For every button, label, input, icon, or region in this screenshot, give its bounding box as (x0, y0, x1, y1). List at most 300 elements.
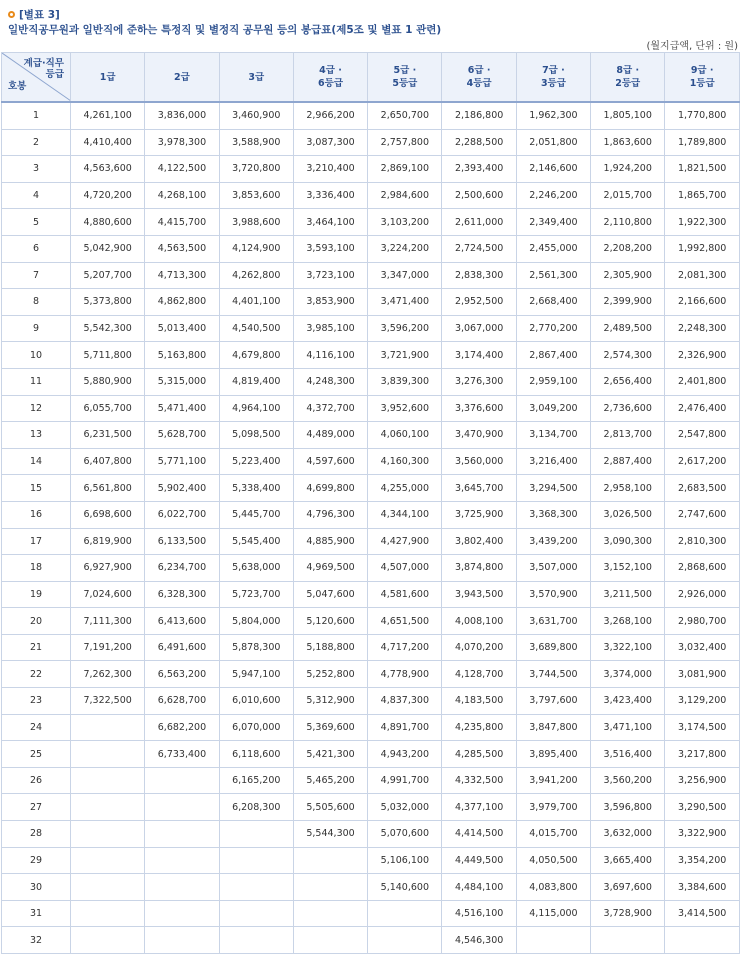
salary-cell: 1,789,800 (665, 129, 740, 156)
salary-cell: 5,140,600 (368, 874, 442, 901)
table-row (2, 661, 740, 688)
salary-cell: 4,880,600 (71, 209, 145, 236)
salary-cell (71, 767, 145, 794)
table-row (2, 475, 740, 502)
salary-cell: 3,087,300 (293, 129, 367, 156)
salary-cell: 2,770,200 (516, 315, 590, 342)
table-row (2, 714, 740, 741)
salary-cell: 5,544,300 (293, 821, 367, 848)
salary-cell: 2,208,200 (591, 235, 665, 262)
circle-bullet-icon (8, 11, 15, 18)
salary-cell: 5,032,000 (368, 794, 442, 821)
salary-cell: 4,415,700 (145, 209, 219, 236)
hobong-cell: 29 (2, 847, 71, 874)
salary-cell: 5,315,000 (145, 368, 219, 395)
salary-cell: 4,885,900 (293, 528, 367, 555)
salary-cell: 4,414,500 (442, 821, 516, 848)
salary-cell: 3,943,500 (442, 581, 516, 608)
table-row (2, 581, 740, 608)
salary-cell: 4,720,200 (71, 182, 145, 209)
salary-cell: 3,354,200 (665, 847, 740, 874)
salary-cell: 3,217,800 (665, 741, 740, 768)
hobong-cell: 17 (2, 528, 71, 555)
salary-cell: 1,962,300 (516, 102, 590, 129)
hobong-cell: 4 (2, 182, 71, 209)
table-row (2, 368, 740, 395)
salary-cell: 4,372,700 (293, 395, 367, 422)
table-row (2, 342, 740, 369)
hobong-cell: 12 (2, 395, 71, 422)
salary-cell: 5,545,400 (219, 528, 293, 555)
salary-cell: 2,810,300 (665, 528, 740, 555)
salary-cell: 2,887,400 (591, 448, 665, 475)
salary-cell: 4,160,300 (368, 448, 442, 475)
salary-cell: 7,262,300 (71, 661, 145, 688)
salary-cell: 7,111,300 (71, 608, 145, 635)
salary-cell: 3,744,500 (516, 661, 590, 688)
salary-cell: 2,248,300 (665, 315, 740, 342)
salary-cell: 2,489,500 (591, 315, 665, 342)
table-row (2, 156, 740, 183)
salary-cell: 4,285,500 (442, 741, 516, 768)
salary-cell (71, 847, 145, 874)
salary-cell: 4,862,800 (145, 289, 219, 316)
salary-cell: 3,689,800 (516, 634, 590, 661)
salary-cell: 3,728,900 (591, 900, 665, 927)
salary-cell: 2,547,800 (665, 422, 740, 449)
salary-cell: 4,943,200 (368, 741, 442, 768)
salary-cell: 3,322,900 (665, 821, 740, 848)
salary-cell (591, 927, 665, 954)
column-header-3: 3급 (219, 53, 293, 103)
salary-cell (145, 927, 219, 954)
salary-cell: 3,336,400 (293, 182, 367, 209)
salary-cell (368, 900, 442, 927)
salary-cell: 4,008,100 (442, 608, 516, 635)
column-header-4: 4급 · 6등급 (293, 53, 367, 103)
salary-cell: 4,717,200 (368, 634, 442, 661)
salary-cell: 5,042,900 (71, 235, 145, 262)
salary-cell: 5,445,700 (219, 501, 293, 528)
salary-cell: 1,821,500 (665, 156, 740, 183)
hobong-cell: 6 (2, 235, 71, 262)
salary-cell: 5,465,200 (293, 767, 367, 794)
table-row (2, 448, 740, 475)
salary-cell (145, 794, 219, 821)
salary-cell: 3,697,600 (591, 874, 665, 901)
salary-cell (293, 874, 367, 901)
hobong-cell: 16 (2, 501, 71, 528)
salary-cell: 3,988,600 (219, 209, 293, 236)
hobong-cell: 11 (2, 368, 71, 395)
hobong-cell: 18 (2, 555, 71, 582)
salary-cell: 2,724,500 (442, 235, 516, 262)
hobong-cell: 14 (2, 448, 71, 475)
salary-cell: 3,384,600 (665, 874, 740, 901)
salary-cell: 2,455,000 (516, 235, 590, 262)
salary-cell: 5,106,100 (368, 847, 442, 874)
hobong-cell: 5 (2, 209, 71, 236)
salary-cell: 4,050,500 (516, 847, 590, 874)
salary-cell: 4,964,100 (219, 395, 293, 422)
salary-cell: 3,631,700 (516, 608, 590, 635)
hobong-cell: 28 (2, 821, 71, 848)
salary-cell: 5,188,800 (293, 634, 367, 661)
salary-cell: 4,261,100 (71, 102, 145, 129)
salary-cell: 6,010,600 (219, 688, 293, 715)
table-row (2, 741, 740, 768)
salary-cell: 3,802,400 (442, 528, 516, 555)
salary-cell: 3,026,500 (591, 501, 665, 528)
salary-cell: 4,563,600 (71, 156, 145, 183)
salary-cell: 1,992,800 (665, 235, 740, 262)
salary-cell: 2,867,400 (516, 342, 590, 369)
salary-cell: 5,771,100 (145, 448, 219, 475)
salary-cell (71, 741, 145, 768)
salary-cell: 2,166,600 (665, 289, 740, 316)
salary-cell: 2,288,500 (442, 129, 516, 156)
salary-cell: 5,505,600 (293, 794, 367, 821)
salary-cell: 2,611,000 (442, 209, 516, 236)
salary-cell: 5,638,000 (219, 555, 293, 582)
salary-cell: 4,116,100 (293, 342, 367, 369)
salary-cell: 4,015,700 (516, 821, 590, 848)
hobong-cell: 24 (2, 714, 71, 741)
salary-cell: 4,183,500 (442, 688, 516, 715)
salary-cell: 3,979,700 (516, 794, 590, 821)
hobong-cell: 7 (2, 262, 71, 289)
salary-cell: 3,560,200 (591, 767, 665, 794)
hobong-cell: 21 (2, 634, 71, 661)
table-label (8, 7, 60, 22)
salary-cell: 4,507,000 (368, 555, 442, 582)
column-header-5: 5급 · 5등급 (368, 53, 442, 103)
salary-cell: 3,268,100 (591, 608, 665, 635)
salary-cell: 3,067,000 (442, 315, 516, 342)
salary-cell (145, 847, 219, 874)
salary-cell: 6,413,600 (145, 608, 219, 635)
table-row (2, 262, 740, 289)
salary-cell: 7,322,500 (71, 688, 145, 715)
column-header-6: 6급 · 4등급 (442, 53, 516, 103)
unit-note: (월지급액, 단위 : 원) (646, 41, 738, 52)
salary-cell: 2,186,800 (442, 102, 516, 129)
salary-cell (71, 927, 145, 954)
salary-cell: 4,516,100 (442, 900, 516, 927)
salary-cell: 4,546,300 (442, 927, 516, 954)
salary-cell: 3,471,100 (591, 714, 665, 741)
salary-cell: 2,980,700 (665, 608, 740, 635)
salary-cell: 5,947,100 (219, 661, 293, 688)
salary-cell: 2,015,700 (591, 182, 665, 209)
salary-cell: 1,805,100 (591, 102, 665, 129)
column-header-9: 9급 · 1등급 (665, 53, 740, 103)
hobong-cell: 10 (2, 342, 71, 369)
salary-cell: 3,347,000 (368, 262, 442, 289)
salary-cell: 3,847,800 (516, 714, 590, 741)
salary-cell: 2,476,400 (665, 395, 740, 422)
salary-cell: 3,665,400 (591, 847, 665, 874)
table-row (2, 102, 740, 129)
hobong-cell: 26 (2, 767, 71, 794)
salary-cell: 3,032,400 (665, 634, 740, 661)
salary-cell: 5,373,800 (71, 289, 145, 316)
salary-cell: 5,338,400 (219, 475, 293, 502)
salary-cell: 3,376,600 (442, 395, 516, 422)
salary-cell: 3,978,300 (145, 129, 219, 156)
salary-cell: 3,560,000 (442, 448, 516, 475)
table-label-text: [별표 3] (19, 9, 60, 21)
salary-cell: 2,838,300 (442, 262, 516, 289)
salary-cell: 6,234,700 (145, 555, 219, 582)
salary-cell: 2,051,800 (516, 129, 590, 156)
salary-cell: 6,231,500 (71, 422, 145, 449)
salary-cell: 2,246,200 (516, 182, 590, 209)
salary-cell: 3,588,900 (219, 129, 293, 156)
column-header-8: 8급 · 2등급 (591, 53, 665, 103)
hobong-cell: 9 (2, 315, 71, 342)
salary-cell: 4,484,100 (442, 874, 516, 901)
salary-cell: 2,393,400 (442, 156, 516, 183)
salary-cell: 1,924,200 (591, 156, 665, 183)
salary-cell: 4,713,300 (145, 262, 219, 289)
salary-cell: 4,540,500 (219, 315, 293, 342)
salary-cell: 4,262,800 (219, 262, 293, 289)
salary-cell: 2,399,900 (591, 289, 665, 316)
salary-cell (219, 847, 293, 874)
salary-cell: 6,165,200 (219, 767, 293, 794)
salary-cell: 5,542,300 (71, 315, 145, 342)
salary-cell (368, 927, 442, 954)
hobong-cell: 13 (2, 422, 71, 449)
salary-cell: 3,874,800 (442, 555, 516, 582)
table-row (2, 555, 740, 582)
hobong-cell: 2 (2, 129, 71, 156)
salary-cell: 4,255,000 (368, 475, 442, 502)
salary-cell: 3,414,500 (665, 900, 740, 927)
salary-cell (145, 874, 219, 901)
salary-cell: 1,922,300 (665, 209, 740, 236)
salary-cell: 3,439,200 (516, 528, 590, 555)
salary-cell (145, 767, 219, 794)
salary-cell: 4,332,500 (442, 767, 516, 794)
salary-cell: 2,959,100 (516, 368, 590, 395)
salary-cell: 6,133,500 (145, 528, 219, 555)
salary-cell: 3,129,200 (665, 688, 740, 715)
salary-cell: 6,563,200 (145, 661, 219, 688)
column-header-1: 1급 (71, 53, 145, 103)
table-row (2, 608, 740, 635)
salary-cell: 2,656,400 (591, 368, 665, 395)
salary-cell: 6,055,700 (71, 395, 145, 422)
salary-cell: 5,369,600 (293, 714, 367, 741)
salary-cell: 3,797,600 (516, 688, 590, 715)
salary-cell: 2,926,000 (665, 581, 740, 608)
salary-cell: 6,328,300 (145, 581, 219, 608)
salary-cell (145, 900, 219, 927)
salary-cell: 3,224,200 (368, 235, 442, 262)
salary-cell: 2,868,600 (665, 555, 740, 582)
salary-cell: 5,421,300 (293, 741, 367, 768)
salary-cell: 4,796,300 (293, 501, 367, 528)
salary-cell: 2,952,500 (442, 289, 516, 316)
salary-cell: 3,941,200 (516, 767, 590, 794)
hobong-cell: 8 (2, 289, 71, 316)
salary-cell: 6,118,600 (219, 741, 293, 768)
salary-cell: 2,757,800 (368, 129, 442, 156)
table-row (2, 129, 740, 156)
salary-cell: 2,326,900 (665, 342, 740, 369)
salary-cell: 6,022,700 (145, 501, 219, 528)
salary-cell (293, 847, 367, 874)
salary-cell: 2,683,500 (665, 475, 740, 502)
salary-cell: 1,865,700 (665, 182, 740, 209)
salary-cell: 4,410,400 (71, 129, 145, 156)
salary-cell: 4,377,100 (442, 794, 516, 821)
table-row (2, 634, 740, 661)
salary-cell: 3,152,100 (591, 555, 665, 582)
salary-cell (219, 821, 293, 848)
salary-cell: 3,723,100 (293, 262, 367, 289)
salary-cell: 3,290,500 (665, 794, 740, 821)
salary-cell: 2,500,600 (442, 182, 516, 209)
salary-cell: 4,969,500 (293, 555, 367, 582)
salary-cell: 5,723,700 (219, 581, 293, 608)
salary-cell: 3,836,000 (145, 102, 219, 129)
salary-cell: 3,570,900 (516, 581, 590, 608)
salary-cell: 5,880,900 (71, 368, 145, 395)
table-row (2, 767, 740, 794)
corner-top-label: 계급·직무 등급 (23, 58, 64, 80)
salary-cell: 4,122,500 (145, 156, 219, 183)
salary-cell: 3,507,000 (516, 555, 590, 582)
table-row (2, 182, 740, 209)
salary-cell: 5,252,800 (293, 661, 367, 688)
salary-cell (71, 714, 145, 741)
page-title: 일반직공무원과 일반직에 준하는 특정직 및 별정직 공무원 등의 봉급표(제5조 및 별표 1 관련) (8, 24, 442, 36)
salary-cell (293, 927, 367, 954)
hobong-cell: 15 (2, 475, 71, 502)
table-row (2, 821, 740, 848)
salary-cell: 2,813,700 (591, 422, 665, 449)
salary-cell: 7,191,200 (71, 634, 145, 661)
column-header-2: 2급 (145, 53, 219, 103)
salary-cell: 5,628,700 (145, 422, 219, 449)
salary-cell (219, 927, 293, 954)
hobong-cell: 20 (2, 608, 71, 635)
hobong-cell: 3 (2, 156, 71, 183)
hobong-cell: 30 (2, 874, 71, 901)
salary-cell: 3,853,900 (293, 289, 367, 316)
salary-cell: 4,837,300 (368, 688, 442, 715)
salary-cell: 3,596,800 (591, 794, 665, 821)
salary-cell (71, 821, 145, 848)
salary-cell: 3,471,400 (368, 289, 442, 316)
hobong-cell: 19 (2, 581, 71, 608)
salary-cell: 5,804,000 (219, 608, 293, 635)
salary-cell: 4,581,600 (368, 581, 442, 608)
salary-cell: 4,778,900 (368, 661, 442, 688)
hobong-cell: 32 (2, 927, 71, 954)
table-row (2, 847, 740, 874)
salary-cell: 5,711,800 (71, 342, 145, 369)
hobong-cell: 25 (2, 741, 71, 768)
hobong-cell: 22 (2, 661, 71, 688)
salary-cell: 2,736,600 (591, 395, 665, 422)
salary-cell: 2,958,100 (591, 475, 665, 502)
salary-cell (665, 927, 740, 954)
salary-cell: 2,966,200 (293, 102, 367, 129)
salary-cell: 3,294,500 (516, 475, 590, 502)
salary-cell: 4,563,500 (145, 235, 219, 262)
salary-cell: 4,679,800 (219, 342, 293, 369)
salary-cell: 5,878,300 (219, 634, 293, 661)
salary-cell: 4,891,700 (368, 714, 442, 741)
salary-cell: 2,574,300 (591, 342, 665, 369)
table-row (2, 688, 740, 715)
salary-cell: 1,770,800 (665, 102, 740, 129)
salary-cell: 3,276,300 (442, 368, 516, 395)
salary-cell: 3,839,300 (368, 368, 442, 395)
salary-cell (219, 900, 293, 927)
corner-bottom-label: 호봉 (8, 81, 27, 92)
table-row (2, 501, 740, 528)
salary-cell: 5,013,400 (145, 315, 219, 342)
salary-cell: 4,248,300 (293, 368, 367, 395)
salary-table (1, 52, 740, 954)
salary-cell: 3,081,900 (665, 661, 740, 688)
salary-cell: 3,596,200 (368, 315, 442, 342)
salary-cell: 3,460,900 (219, 102, 293, 129)
salary-cell: 6,733,400 (145, 741, 219, 768)
salary-cell: 3,210,400 (293, 156, 367, 183)
salary-cell (145, 821, 219, 848)
salary-cell: 3,368,300 (516, 501, 590, 528)
salary-cell: 5,070,600 (368, 821, 442, 848)
salary-cell: 3,464,100 (293, 209, 367, 236)
salary-cell: 4,449,500 (442, 847, 516, 874)
salary-cell: 5,098,500 (219, 422, 293, 449)
table-row (2, 315, 740, 342)
salary-cell: 3,256,900 (665, 767, 740, 794)
salary-cell: 5,223,400 (219, 448, 293, 475)
salary-cell: 3,470,900 (442, 422, 516, 449)
hobong-cell: 1 (2, 102, 71, 129)
salary-cell: 4,401,100 (219, 289, 293, 316)
salary-cell: 4,991,700 (368, 767, 442, 794)
salary-cell: 3,174,500 (665, 714, 740, 741)
column-header-7: 7급 · 3등급 (516, 53, 590, 103)
salary-cell (71, 874, 145, 901)
salary-cell: 3,134,700 (516, 422, 590, 449)
salary-cell: 4,819,400 (219, 368, 293, 395)
salary-cell: 3,090,300 (591, 528, 665, 555)
salary-cell: 3,721,900 (368, 342, 442, 369)
salary-cell: 4,070,200 (442, 634, 516, 661)
salary-cell: 6,491,600 (145, 634, 219, 661)
salary-cell (293, 900, 367, 927)
salary-cell: 2,650,700 (368, 102, 442, 129)
salary-cell: 4,489,000 (293, 422, 367, 449)
salary-cell: 4,699,800 (293, 475, 367, 502)
corner-header-cell (2, 53, 71, 103)
salary-cell: 6,407,800 (71, 448, 145, 475)
table-row (2, 528, 740, 555)
salary-cell: 2,747,600 (665, 501, 740, 528)
salary-cell: 3,720,800 (219, 156, 293, 183)
salary-cell: 3,322,100 (591, 634, 665, 661)
salary-cell: 2,349,400 (516, 209, 590, 236)
